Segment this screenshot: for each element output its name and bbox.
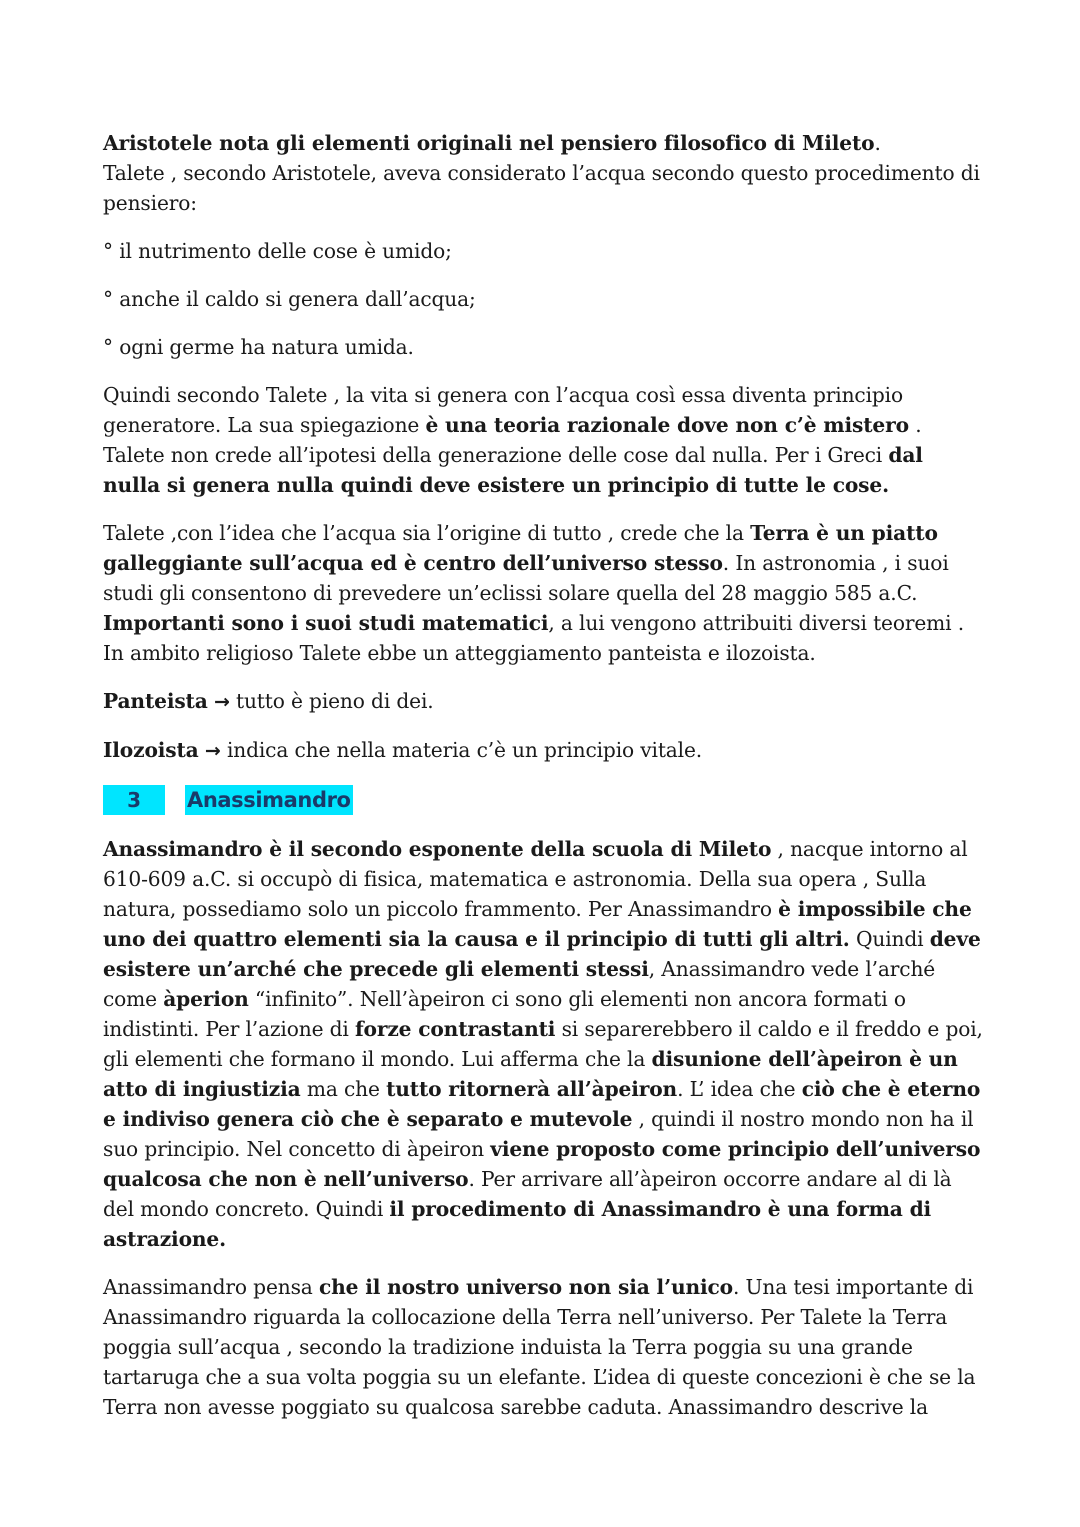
- section-title: Anassimandro: [185, 785, 353, 815]
- paragraph-talete-water: Quindi secondo Talete , la vita si genera con l’acqua così essa diventa principio generatore. La sua spiegazione è una teoria razionale dove non c’è mistero . Talete non crede all’ipotesi della generazione delle cose dal nulla. Per i Greci dal nulla si genera nulla quindi deve esistere un principio di tutte le cose.: [103, 383, 923, 497]
- definition-panteista: Panteista → tutto è pieno di dei.: [103, 689, 434, 713]
- definition-term: Ilozoista: [103, 738, 199, 762]
- paragraph-talete-earth: Talete ,con l’idea che l’acqua sia l’origine di tutto , crede che la Terra è un piatto galleggiante sull’acqua ed è centro dell’universo stesso. In astronomia , i suoi studi gli consentono di prevedere un’eclissi solare quella del 28 maggio 585 a.C. Importanti sono i suoi studi matematici, a lui vengono attribuiti diversi teoremi . In ambito religioso Talete ebbe un atteggiamento panteista e ilozoista.: [103, 521, 964, 665]
- paragraph-anassimandro: Anassimandro è il secondo esponente della scuola di Mileto , nacque intorno al 610-609 a.C. si occupò di fisica, matematica e astronomia. Della sua opera , Sulla natura, possediamo solo un piccolo frammento. Per Anassimandro è impossibile che uno dei quattro elementi sia la causa e il principio di tutti gli altri. Quindi deve esistere un’arché che precede gli elementi stessi, Anassimandro vede l’arché come àperion “infinito”. Nell’àpeiron ci sono gli elementi non ancora formati o indistinti. Per l’azione di forze contrastanti si separerebbero il caldo e il freddo e poi, gli elementi che formano il mondo. Lui afferma che la disunione dell’àpeiron è un atto di ingiustizia ma che tutto ritornerà all’àpeiron. L’ idea che ciò che è eterno e indiviso genera ciò che è separato e mutevole , quindi il nostro mondo non ha il suo principio. Nel concetto di àpeiron viene proposto come principio dell’universo qualcosa che non è nell’universo. Per arrivare all’àpeiron occorre andare al di là del mondo concreto. Quindi il procedimento di Anassimandro è una forma di astrazione.: [103, 837, 983, 1251]
- intro-line: Talete , secondo Aristotele, aveva considerato l’acqua secondo questo procedimento di pensiero:: [103, 161, 980, 215]
- arrow-right-icon: →: [213, 691, 230, 713]
- definition-term: Panteista: [103, 689, 208, 713]
- intro-heading: Aristotele nota gli elementi originali nel pensiero filosofico di Mileto: [103, 131, 875, 155]
- definition-ilozoista: Ilozoista → indica che nella materia c’è un principio vitale.: [103, 738, 703, 762]
- paragraph-anassimandro-universe: Anassimandro pensa che il nostro universo non sia l’unico. Una tesi importante di Anassimandro riguarda la collocazione della Terra nell’universo. Per Talete la Terra poggia sull’acqua , secondo la tradizione induista la Terra poggia su una grande tartaruga che a sua volta poggia su un elefante. L’idea di queste concezioni è che se la Terra non avesse poggiato su qualcosa sarebbe caduta. Anassimandro descrive la: [103, 1275, 976, 1419]
- document-body: [103, 128, 983, 1440]
- bullet-item: ° il nutrimento delle cose è umido;: [103, 239, 452, 263]
- arrow-right-icon: →: [204, 740, 221, 762]
- bullet-item: ° anche il caldo si genera dall’acqua;: [103, 287, 476, 311]
- section-number: 3: [103, 785, 165, 815]
- bullet-item: ° ogni germe ha natura umida.: [103, 335, 414, 359]
- section-heading: [103, 784, 983, 816]
- intro-paragraph: Aristotele nota gli elementi originali nel pensiero filosofico di Mileto. Talete , secondo Aristotele, aveva considerato l’acqua secondo questo procedimento di pensiero:: [103, 131, 980, 215]
